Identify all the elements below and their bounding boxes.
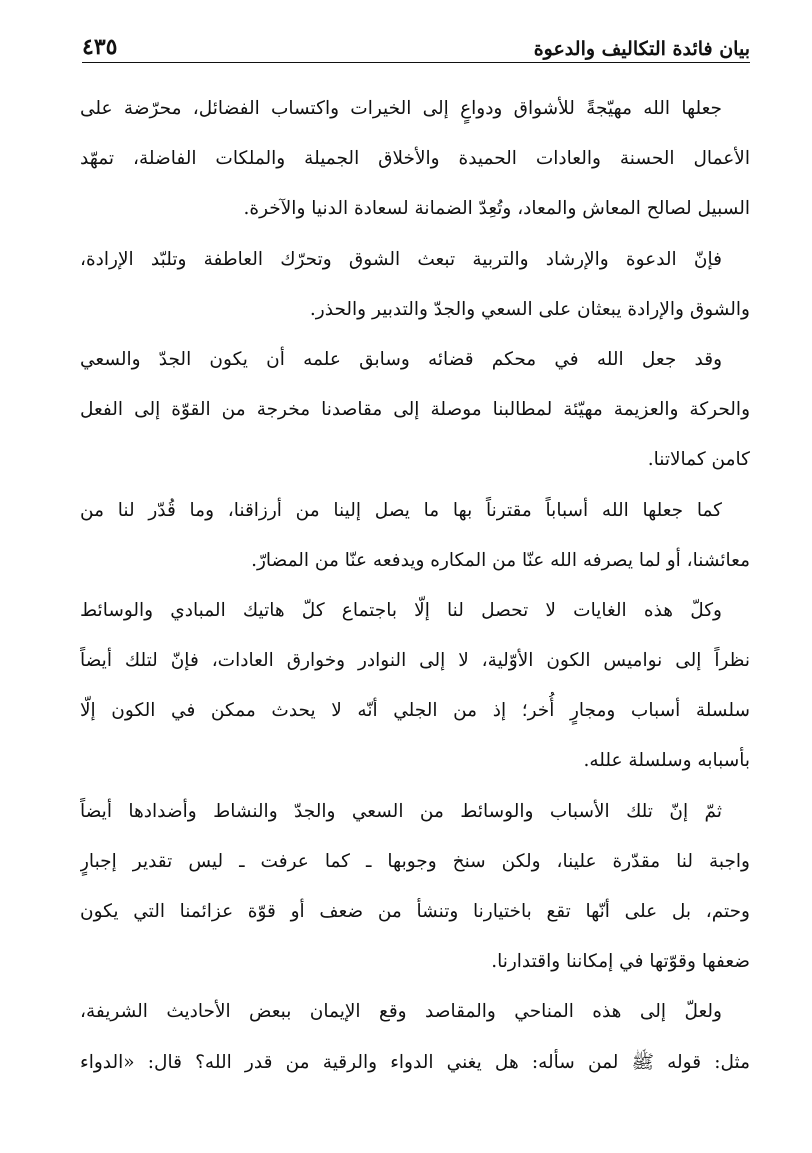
paragraph (80, 84, 750, 235)
text-line: جعلها الله مهيّجةً للأشواق ودواعٍ إلى الخيرات واكتساب الفضائل، محرّضة على (80, 98, 722, 119)
text-line: سلسلة أسباب ومجارٍ أُخر؛ إذ من الجلي أنّه لا يحدث ممكن في الكون إلّا (80, 700, 750, 722)
running-header (82, 30, 750, 63)
text-line: بأسبابه وسلسلة علله. (583, 750, 750, 772)
text-line: والحركة والعزيمة مهيّئة لمطالبنا موصلة إلى مقاصدنا مخرجة من القوّة إلى الفعل (80, 399, 750, 421)
text-line: ضعفها وقوّتها في إمكاننا واقتدارنا. (491, 951, 750, 973)
text-line: السبيل لصالح المعاش والمعاد، وتُعِدّ الضمانة لسعادة الدنيا والآخرة. (243, 198, 750, 220)
text-line: وقد جعل الله في محكم قضائه وسابق علمه أن يكون الجدّ والسعي (80, 348, 722, 370)
text-line: فإنّ الدعوة والإرشاد والتربية تبعث الشوق وتحرّك العاطفة وتلبّد الإرادة، (80, 248, 722, 270)
text-line: مثل: قوله ﷺ لمن سأله: هل يغني الدواء والرقية من قدر الله؟ قال: «الدواء (80, 1051, 750, 1073)
text-line: نظراً إلى نواميس الكون الأوّلية، لا إلى النوادر وخوارق العادات، فإنّ لتلك أيضاً (80, 650, 750, 672)
paragraph (80, 335, 750, 486)
text-line: واجبة لنا مقدّرة علينا، ولكن سنخ وجوبها ـ كما عرفت ـ ليس تقدير إجبارٍ (80, 850, 750, 872)
paragraph (80, 787, 750, 988)
text-line: والشوق والإرادة يبعثان على السعي والجدّ والتدبير والحذر. (309, 298, 750, 320)
paragraph (80, 486, 750, 586)
body-text (80, 84, 750, 1088)
running-title: بيان فائدة التكاليف والدعوة (533, 38, 750, 60)
paragraph (80, 586, 750, 787)
text-line: معائشنا، أو لما يصرفه الله عنّا من المكاره ويدفعه عنّا من المضارّ. (251, 549, 750, 571)
text-line: ولعلّ إلى هذه المناحي والمقاصد وقع الإيمان ببعض الأحاديث الشريفة، (80, 1001, 722, 1023)
paragraph (80, 235, 750, 335)
text-line: ثمّ إنّ تلك الأسباب والوسائط من السعي والجدّ والنشاط وأضدادها أيضاً (80, 800, 722, 822)
text-line: وحتم، بل على أنّها تقع باختيارنا وتنشأ من ضعف أو قوّة عزائمنا التي يكون (80, 901, 750, 922)
text-line: كما جعلها الله أسباباً مقترناً بها ما يصل إلينا من أرزاقنا، وما قُدّر لنا من (80, 499, 722, 521)
text-line: وكلّ هذه الغايات لا تحصل لنا إلّا باجتماع كلّ هاتيك المبادي والوسائط (80, 599, 722, 621)
page-number: ٤٣٥ (82, 34, 118, 60)
paragraph (80, 987, 750, 1087)
text-line: الأعمال الحسنة والعادات الحميدة والأخلاق الجميلة والملكات الفاضلة، تمهّد (80, 148, 750, 170)
text-line: كامن كمالاتنا. (647, 449, 750, 471)
